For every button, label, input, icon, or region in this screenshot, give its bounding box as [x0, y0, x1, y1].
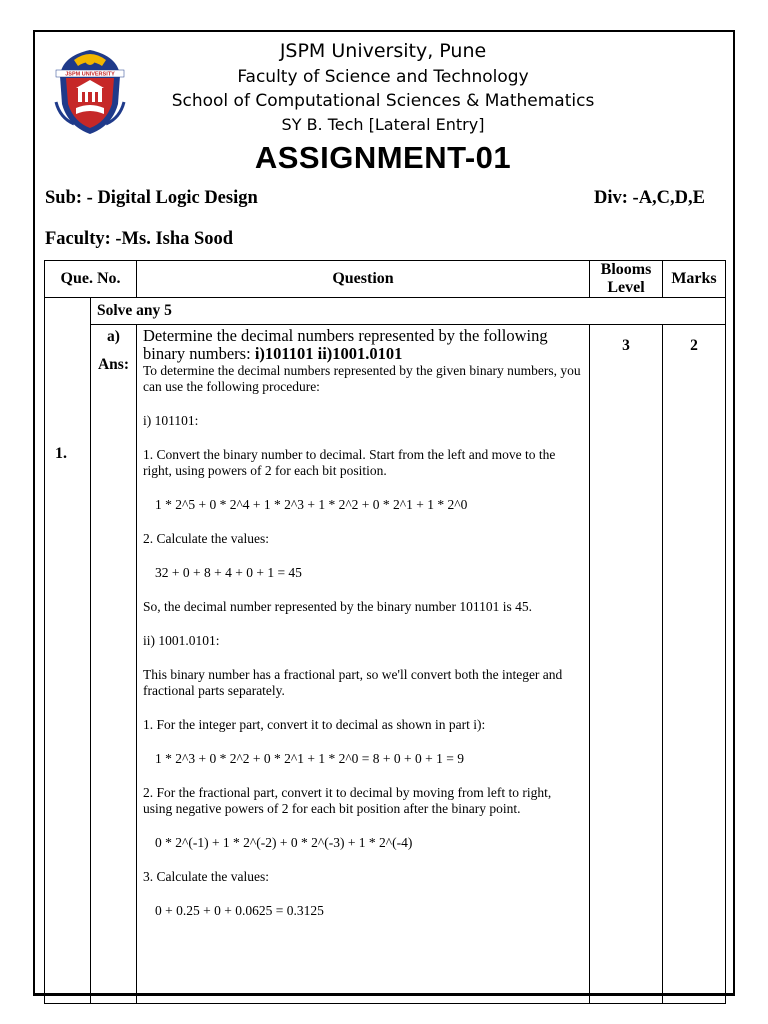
question-number: 1. — [45, 325, 91, 1004]
university-name: JSPM University, Pune — [279, 40, 487, 62]
program-name: SY B. Tech [Lateral Entry] — [281, 115, 485, 134]
division-line: Div: -A,C,D,E — [594, 188, 705, 208]
assignment-title: ASSIGNMENT-01 — [254, 140, 512, 175]
question-table — [44, 260, 726, 1004]
sub-label: a) — [107, 328, 120, 345]
ans-label: Ans: — [97, 356, 129, 373]
answer-text: To determine the decimal numbers represented by the given binary numbers, you can use the following procedure: i) 101101: 1. Convert the binary number to decimal. Start from the left and move to the right, using powers of 2 for each bit position. 1 * 2^5 + 0 * 2^4 + 1 * 2^3 + 1 * 2^2 + 0 * 2^1 + 1 * 2^0 2. Calculate the values: 32 + 0 + 8 + 4 + 0 + 1 = 45 So, the decimal number represented by the binary number 101101 is 45. ii) 1001.0101: This binary number has a fractional part, so we'll convert both the integer and fractional parts separately. 1. For the integer part, convert it to decimal as shown in part i): 1 * 2^3 + 0 * 2^2 + 0 * 2^1 + 1 * 2^0 = 8 + 0 + 0 + 1 = 9 2. For the fractional part, convert it to decimal by moving from left to right, using negative powers of 2 for each bit position after the binary point. 0 * 2^(-1) + 1 * 2^(-2) + 0 * 2^(-3) + 1 * 2^(-4) 3. Calculate the values: 0 + 0.25 + 0 + 0.0625 = 0.3125 — [143, 363, 581, 918]
faculty-line: Faculty: -Ms. Isha Sood — [45, 229, 234, 249]
logo-text: JSPM UNIVERSITY — [65, 71, 115, 78]
sub-label-cell — [91, 325, 137, 1004]
header-marks: Marks — [663, 261, 726, 298]
header-question: Question — [137, 261, 590, 298]
marks-value: 2 — [663, 325, 726, 1004]
subject-line: Sub: - Digital Logic Design — [45, 188, 258, 208]
solve-any-row: Solve any 5 — [91, 298, 726, 325]
school-name: School of Computational Sciences & Mathematics — [171, 91, 595, 111]
blooms-level-value: 3 — [590, 325, 663, 1004]
university-logo-icon — [52, 42, 128, 138]
header-que-no: Que. No. — [45, 261, 137, 298]
faculty-name: Faculty of Science and Technology — [237, 67, 529, 87]
header-blooms: Blooms Level — [590, 261, 663, 298]
question-text: Determine the decimal numbers represented by the following binary numbers: i)101101 ii)1001.0101 — [143, 326, 548, 363]
question-cell — [137, 325, 590, 1004]
